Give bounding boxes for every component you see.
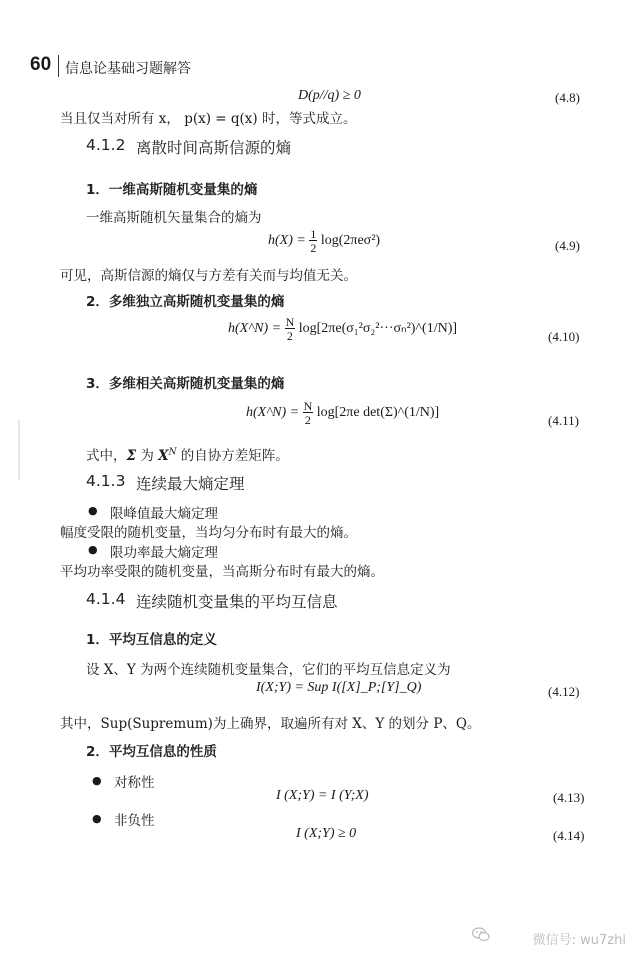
equation-4-10 (228, 316, 457, 342)
bullet-icon: ● (88, 543, 98, 556)
bullet-symmetry: 对称性 (114, 775, 155, 791)
section-4-1-2-title: 离散时间高斯信源的熵 (136, 139, 292, 157)
paragraph-supremum: 其中，Sup(Supremum)为上确界，取遍所有对 X、Y 的划分 P、Q。 (60, 716, 481, 732)
equation-4-11 (246, 400, 439, 426)
wechat-icon (472, 927, 490, 942)
header-divider (58, 55, 59, 77)
equation-4-12: I(X;Y) = Sup I([X]_P;[Y]_Q) (256, 680, 422, 695)
eq48-condition-text: 当且仅当对所有 x， p(x) = q(x) 时，等式成立。 (60, 111, 357, 127)
paragraph-covariance-matrix: 式中，Σ 为 $X^N$ 的自协方差矩阵。 (86, 447, 289, 464)
subheading-mutual-info-definition: 1．平均互信息的定义 (86, 632, 217, 648)
eq49-lhs: h(X) = (268, 233, 306, 249)
equation-4-14: I (X;Y) ≥ 0 (296, 826, 357, 841)
eq411-rhs: log[2πe det(Σ)^(1/N)] (316, 405, 440, 421)
equation-4-8: D(p//q) ≥ 0 (298, 88, 361, 103)
eq49-fraction: $\frac{1}{2}$ (310, 227, 317, 255)
equation-number-4-10: (4.10) (548, 329, 580, 344)
equation-number-4-13: (4.13) (553, 790, 585, 805)
bullet-power-limited: 限功率最大熵定理 (110, 545, 218, 561)
paragraph-mutual-info-definition: 设 X、Y 为两个连续随机变量集合，它们的平均互信息定义为 (86, 662, 451, 678)
subheading-multi-independent: 2．多维独立高斯随机变量集的熵 (86, 294, 285, 310)
equation-number-4-14: (4.14) (553, 828, 585, 843)
paragraph-gaussian-max-entropy: 平均功率受限的随机变量，当高斯分布时有最大的熵。 (60, 564, 384, 580)
page-number: 60 (30, 54, 52, 75)
equation-number-4-9: (4.9) (555, 238, 580, 253)
equation-number-4-8: (4.8) (555, 90, 580, 105)
bullet-icon: ● (88, 504, 98, 517)
subheading-multi-correlated: 3．多维相关高斯随机变量集的熵 (86, 376, 285, 392)
section-4-1-4-number: 4.1.4 (86, 590, 126, 608)
paragraph-gaussian-variance: 可见，高斯信源的熵仅与方差有关而与均值无关。 (60, 268, 357, 284)
equation-4-9 (268, 228, 380, 254)
paragraph-uniform-max-entropy: 幅度受限的随机变量，当均匀分布时有最大的熵。 (60, 525, 357, 541)
bullet-icon: ● (92, 812, 102, 825)
equation-number-4-12: (4.12) (548, 684, 580, 699)
equation-number-4-11: (4.11) (548, 413, 579, 428)
section-4-1-3-number: 4.1.3 (86, 472, 126, 490)
eq410-lhs: h(X^N) = (228, 321, 282, 337)
eq49-rhs: log(2πeσ²) (320, 233, 381, 249)
bullet-peak-limited: 限峰值最大熵定理 (110, 506, 218, 522)
eq411-fraction: $\frac{N}{2}$ (303, 399, 313, 427)
book-title: 信息论基础习题解答 (65, 61, 191, 77)
subheading-1d-gaussian: 1．一维高斯随机变量集的熵 (86, 182, 258, 198)
section-4-1-2-number: 4.1.2 (86, 136, 126, 154)
bullet-icon: ● (92, 774, 102, 787)
paragraph-1d-gaussian: 一维高斯随机矢量集合的熵为 (86, 210, 262, 226)
section-4-1-3-title: 连续最大熵定理 (136, 475, 245, 493)
eq410-rhs: log[2πe(σ₁²σ₂²···σₙ²)^(1/N)] (298, 321, 458, 337)
watermark-text: 微信号: wu7zhi (532, 933, 626, 948)
scan-margin-mark (18, 420, 20, 480)
subheading-mutual-info-properties: 2．平均互信息的性质 (86, 744, 217, 760)
equation-4-13: I (X;Y) = I (Y;X) (276, 788, 369, 803)
section-4-1-4-title: 连续随机变量集的平均互信息 (136, 593, 338, 611)
eq411-lhs: h(X^N) = (246, 405, 300, 421)
bullet-nonnegativity: 非负性 (114, 813, 155, 829)
eq410-fraction: $\frac{N}{2}$ (285, 315, 295, 343)
